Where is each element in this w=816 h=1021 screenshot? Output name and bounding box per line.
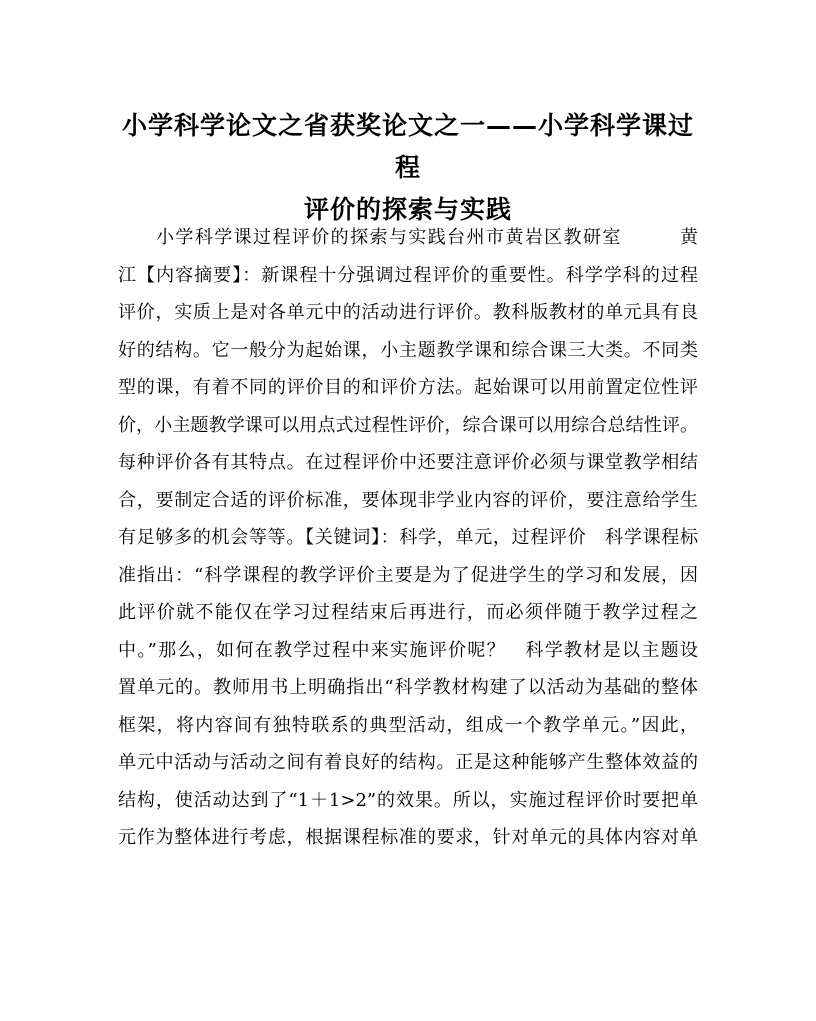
body-line: 此评价就不能仅在学习过程结束后再进行，而必须伴随于教学过程之 xyxy=(118,602,698,623)
document-title xyxy=(118,105,698,231)
body-line: 元作为整体进行考虑，根据课程标准的要求，针对单元的具体内容对单 xyxy=(118,827,698,848)
body-line: 型的课，有着不同的评价目的和评价方法。起始课可以用前置定位性评 xyxy=(118,377,698,398)
body-line: 小学科学课过程评价的探索与实践台州市黄岩区教研室 黄 xyxy=(156,227,698,248)
document-body xyxy=(118,219,698,857)
body-line: 框架，将内容间有独特联系的典型活动，组成一个教学单元。”因此， xyxy=(118,714,698,736)
body-line: 中。”那么，如何在教学过程中来实施评价呢？ 科学教材是以主题设 xyxy=(118,639,698,661)
body-line: 价，小主题教学课可以用点式过程性评价，综合课可以用综合总结性评。 xyxy=(118,414,698,436)
body-line: 评价，实质上是对各单元中的活动进行评价。教科版教材的单元具有良 xyxy=(118,302,698,323)
body-line: 准指出：“科学课程的教学评价主要是为了促进学生的学习和发展，因 xyxy=(118,564,698,586)
body-line: 好的结构。它一般分为起始课，小主题教学课和综合课三大类。不同类 xyxy=(118,339,698,361)
body-line: 结构，使活动达到了“1＋1>2”的效果。所以，实施过程评价时要把单 xyxy=(118,789,698,811)
body-line: 置单元的。教师用书上明确指出“科学教材构建了以活动为基础的整体 xyxy=(118,677,698,698)
body-line: 每种评价各有其特点。在过程评价中还要注意评价必须与课堂教学相结 xyxy=(118,452,698,473)
title-line: 评价的探索与实践 xyxy=(303,195,512,224)
body-line: 单元中活动与活动之间有着良好的结构。正是这种能够产生整体效益的 xyxy=(118,752,698,773)
body-line: 合，要制定合适的评价标准，要体现非学业内容的评价，要注意给学生 xyxy=(118,489,698,511)
body-line: 江【内容摘要】：新课程十分强调过程评价的重要性。科学学科的过程 xyxy=(118,264,698,286)
title-line: 小学科学论文之省获奖论文之一——小学科学课过程 xyxy=(121,111,694,182)
body-line: 有足够多的机会等等。【关键词】：科学，单元，过程评价 科学课程标 xyxy=(118,527,698,548)
